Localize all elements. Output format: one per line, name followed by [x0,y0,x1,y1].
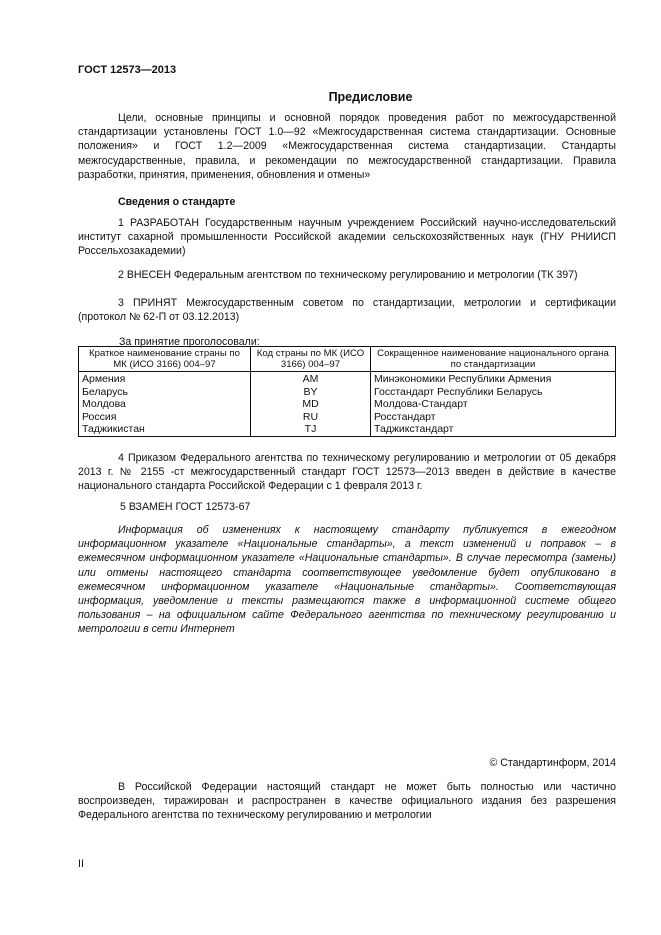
col-header-country: Краткое наименование страны по МК (ИСО 3166) 004–97 [79,347,251,372]
item-1-text: 1 РАЗРАБОТАН Государственным научным учреждением Российский научно-исследовательский институт сахарной промышленности Российской академии сельскохозяйственных наук (ГНУ РНИИСП Россельхозакадемии) [78,217,616,258]
cell-body: Молдова-Стандарт [371,398,616,411]
item-3-paragraph [78,296,616,324]
cell-country: Молдова [79,398,251,411]
cell-code: RU [251,411,371,424]
item-4-paragraph [78,451,616,494]
item-3-text: 3 ПРИНЯТ Межгосударственным советом по стандартизации, метрологии и сертификации (протокол № 62-П от 03.12.2013) [78,297,616,324]
cell-country: Армения [79,372,251,386]
cell-country: Беларусь [79,386,251,399]
document-id: ГОСТ 12573—2013 [78,64,177,76]
item-2-paragraph [78,268,616,282]
col-header-code: Код страны по МК (ИСО 3166) 004–97 [251,347,371,372]
cell-code: MD [251,398,371,411]
legal-text: В Российской Федерации настоящий стандарт не может быть полностью или частично воспроизведен, тиражирован и распространен в качестве официального издания без разрешения Федерального агентства по техническому регулированию и метрологии [78,781,616,822]
legal-paragraph [78,780,616,823]
cell-country: Таджикистан [79,423,251,436]
item-1-paragraph [78,216,616,259]
cell-body: Минэкономики Республики Армения [371,372,616,386]
notice-text: Информация об изменениях к настоящему стандарту публикуется в ежегодном информационном указателе «Национальные стандарты», а текст изменений и поправок – в ежемесячном информационном указателе «Национальные стандарты». В случае пересмотра (замены) или отмены настоящего стандарта соответствующее уведомление будет опубликовано в ежемесячном информационном указателе «Национальные стандарты». Соответствующая информация, уведомление и тексты размещаются также в информационной системе общего пользования – на официальном сайте Федерального агентства по техническому регулированию и метрологии в сети Интернет [78,524,616,636]
cell-body: Госстандарт Республики Беларусь [371,386,616,399]
item-2-text: 2 ВНЕСЕН Федеральным агентством по техническому регулированию и метрологии (ТК 397) [118,269,578,281]
table-row [79,411,616,424]
item-4-text: 4 Приказом Федерального агентства по техническому регулированию и метрологии от 05 декабря 2013 г. № 2155 -ст межгосударственный стандарт ГОСТ 12573—2013 введен в действие в качестве национального стандарта Российской Федерации с 1 февраля 2013 г. [78,452,616,493]
intro-paragraph [78,111,616,182]
table-header-row [79,347,616,372]
voting-table [78,346,616,437]
notice-paragraph [78,523,616,637]
table-row [79,386,616,399]
page-number: II [78,858,84,870]
cell-code: TJ [251,423,371,436]
cell-code: AM [251,372,371,386]
section-heading: Сведения о стандарте [118,196,236,208]
col-header-body: Сокращенное наименование национального органа по стандартизации [371,347,616,372]
table-row [79,398,616,411]
cell-body: Таджикстандарт [371,423,616,436]
item-5-text: 5 ВЗАМЕН ГОСТ 12573-67 [120,501,251,513]
page-title: Предисловие [328,90,413,104]
copyright: © Стандартинформ, 2014 [489,757,616,769]
cell-country: Россия [79,411,251,424]
intro-text: Цели, основные принципы и основной порядок проведения работ по межгосударственной стандартизации установлены ГОСТ 1.0—92 «Межгосударственная система стандартизации. Основные положения» и ГОСТ 1.2—2009 «Межгосударственная система стандартизации. Стандарты межгосударственные, правила, и рекомендации по межгосударственной стандартизации. Правила разработки, принятия, применения, обновления и отмены» [78,112,616,181]
item-5-paragraph [78,500,616,514]
table-caption: За принятие проголосовали: [119,336,260,348]
table-row [79,372,616,386]
table-row [79,423,616,436]
cell-code: BY [251,386,371,399]
cell-body: Росстандарт [371,411,616,424]
